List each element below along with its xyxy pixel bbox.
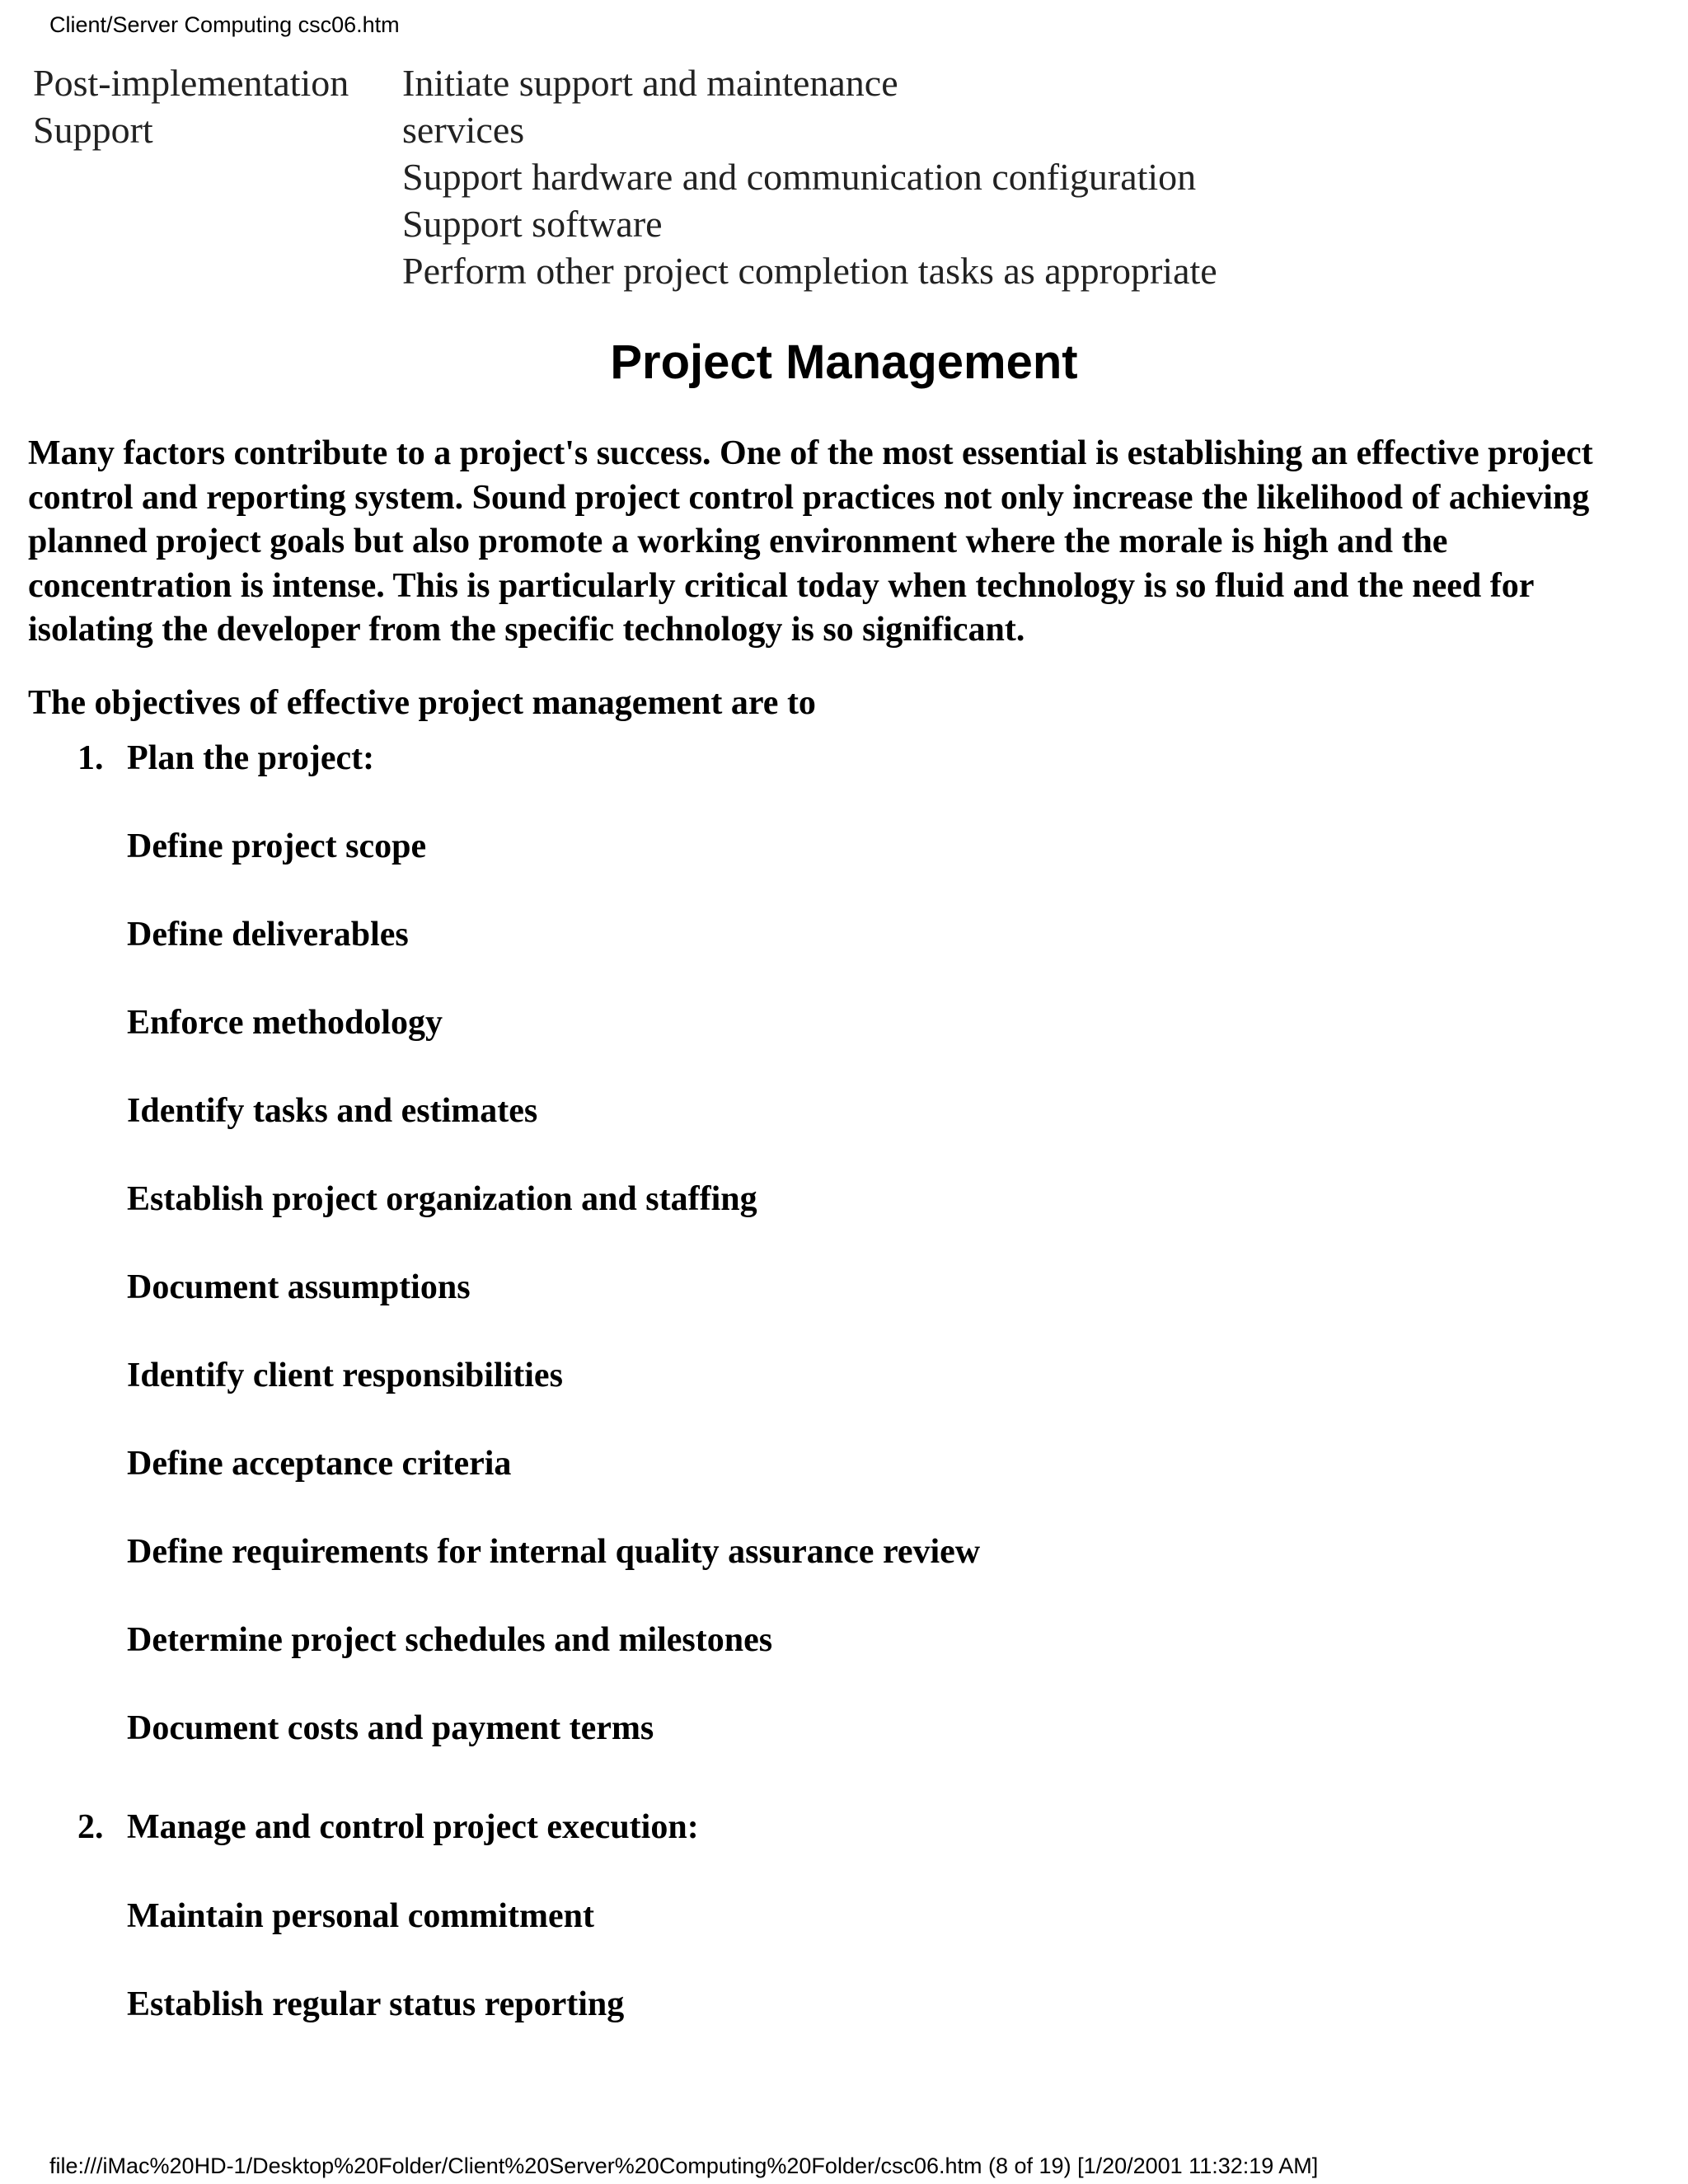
objective-item: Enforce methodology: [127, 1004, 443, 1042]
objective-item: Define project scope: [127, 827, 427, 865]
objective-item: Establish regular status reporting: [127, 1985, 625, 2023]
objective-number: 1.: [77, 739, 104, 777]
print-header-title: Client/Server Computing csc06.htm: [49, 12, 400, 37]
objective-number: 2.: [77, 1808, 104, 1846]
phase-tasks-cell: [402, 59, 1309, 294]
phase-name-cell: Post-implementation Support: [33, 62, 349, 151]
objective-heading: Manage and control project execution:: [127, 1808, 699, 1846]
phase-task: Support hardware and communication configuration: [402, 156, 1197, 198]
objective-item: Document costs and payment terms: [127, 1709, 654, 1747]
intro-paragraph: Many factors contribute to a project's success. One of the most essential is establishing an effective project control and reporting system. Sound project control practices not only increase the likelihood of achieving planned project goals but also promote a working environment where the morale is high and the concentration is intense. This is particularly critical today when technology is so fluid and the need for isolating the developer from the specific technology is so significant.: [28, 434, 1593, 649]
objective-item: Define acceptance criteria: [127, 1445, 512, 1483]
phase-task: Support software: [402, 203, 663, 245]
objective-item: Identify client responsibilities: [127, 1357, 563, 1394]
objective-item: Define deliverables: [127, 916, 409, 954]
objectives-lead: The objectives of effective project management are to: [28, 684, 816, 722]
objective-item: Identify tasks and estimates: [127, 1092, 538, 1130]
objective-heading: Plan the project:: [127, 739, 375, 777]
phase-task: Initiate support and maintenance: [402, 62, 898, 104]
print-footer-path: file:///iMac%20HD-1/Desktop%20Folder/Client%20Server%20Computing%20Folder/csc06.htm (8 of 19) [1/20/2001 11:32:19 AM]: [49, 2154, 1319, 2178]
section-title: Project Management: [610, 335, 1078, 389]
objective-item: Establish project organization and staffing: [127, 1180, 757, 1218]
objective-item: Document assumptions: [127, 1268, 471, 1306]
objective-item: Determine project schedules and milestones: [127, 1621, 773, 1659]
objective-item: Maintain personal commitment: [127, 1897, 594, 1935]
phase-task: services: [402, 109, 525, 151]
objective-item: Define requirements for internal quality assurance review: [127, 1533, 981, 1571]
phase-task: Perform other project completion tasks as appropriate: [402, 250, 1217, 292]
